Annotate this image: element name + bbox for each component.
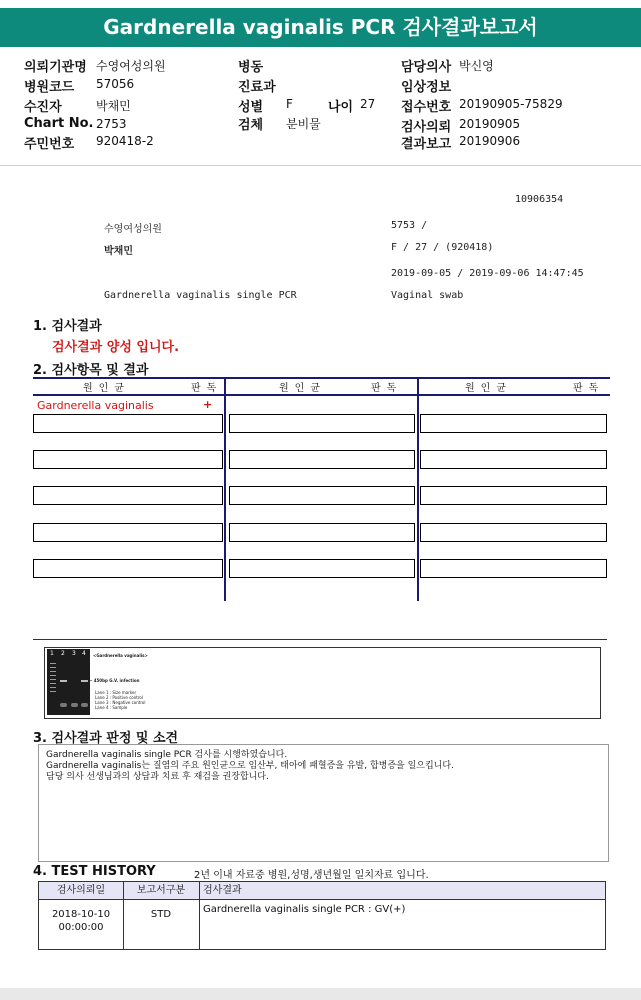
result-cell: [229, 414, 415, 433]
chart-label: Chart No.: [24, 116, 94, 131]
gel-band: [81, 680, 88, 682]
dept-label: 진료과: [238, 80, 276, 95]
gel-band: [60, 680, 67, 682]
result-cell: [420, 414, 607, 433]
detail-sex-age: F / 27 / (920418): [391, 242, 494, 253]
patient-value: 박채민: [96, 99, 131, 113]
gel-primer-band: [60, 703, 67, 707]
gel-lane-label: 2: [61, 650, 65, 657]
finding-line: 담당 의사 선생님과의 상담과 치료 후 재검을 권장합니다.: [46, 772, 269, 782]
history-type: STD: [150, 909, 172, 920]
code-value: 57056: [96, 77, 135, 91]
doctor-value: 박신영: [459, 59, 494, 73]
gel-lane-label: 4: [82, 650, 86, 657]
section-separator: [33, 639, 607, 640]
col-judgment-3: 판독: [573, 383, 605, 394]
results-grid-header: [33, 379, 610, 396]
grid-divider-2: [417, 379, 419, 601]
gel-lane-label: 3: [72, 650, 76, 657]
doctor-label: 담당의사: [401, 60, 452, 75]
finding-line: Gardnerella vaginalis single PCR 검사를 시행하였습니다.: [46, 750, 288, 760]
sex-label: 성별: [238, 100, 264, 115]
history-result: Gardnerella vaginalis single PCR : GV(+): [203, 904, 406, 915]
detail-specimen: Vaginal swab: [391, 290, 464, 301]
chart-value: 2753: [96, 117, 127, 131]
col-organism-3: 원인균: [465, 383, 512, 394]
result-cell: [420, 450, 607, 469]
age-label: 나이: [328, 100, 354, 115]
marker-ladder: [50, 663, 56, 693]
requested-label: 검사의뢰: [401, 120, 452, 135]
detail-chart: 5753 /: [391, 220, 428, 231]
page-footer-band: [0, 988, 641, 1000]
grid-divider-1: [224, 379, 226, 601]
result-cell: [229, 450, 415, 469]
age-value: 27: [360, 97, 376, 111]
gel-primer-band: [81, 703, 88, 707]
history-time: 00:00:00: [58, 922, 104, 933]
reported-value: 20190906: [459, 134, 521, 148]
receipt-value: 20190905-75829: [459, 97, 563, 111]
detail-dates: 2019-09-05 / 2019-09-06 14:47:45: [391, 268, 584, 279]
gel-electrophoresis-image: [47, 649, 90, 715]
report-title: Gardnerella vaginalis PCR 검사결과보고서: [0, 8, 641, 47]
gel-legend-item: Lane 2 : Positive control: [95, 695, 143, 700]
organism-judgment: +: [203, 398, 213, 411]
sex-value: F: [286, 97, 293, 111]
specimen-label: 검체: [238, 118, 264, 133]
gel-panel: [44, 647, 601, 719]
history-col-date: 검사의뢰일: [56, 885, 106, 896]
result-cell: [420, 559, 607, 578]
gel-lane-label: 1: [50, 650, 54, 657]
result-cell: [420, 486, 607, 505]
organism-name: Gardnerella vaginalis: [37, 399, 154, 412]
col-organism-1: 원인균: [83, 383, 130, 394]
receipt-label: 접수번호: [401, 100, 452, 115]
report-header: [0, 47, 641, 166]
section1-title: 1. 검사결과: [33, 319, 102, 334]
result-cell: [33, 486, 223, 505]
ward-label: 병동: [238, 60, 264, 75]
result-cell: [33, 523, 223, 542]
section3-title: 3. 검사결과 판정 및 소견: [33, 731, 179, 746]
findings-box: [38, 744, 609, 862]
col-judgment-2: 판독: [371, 383, 403, 394]
gel-band-label: ← 450bp G.V. infection: [89, 678, 140, 683]
lab-number: 10906354: [515, 194, 564, 205]
history-col-result: 검사결과: [203, 885, 242, 896]
col-organism-2: 원인균: [279, 383, 326, 394]
finding-line: Gardnerella vaginalis는 질염의 주요 원인균으로 임산부, 태아에 패혈증을 유발, 합병증을 일으킵니다.: [46, 761, 454, 771]
result-cell: [229, 486, 415, 505]
history-col-type: 보고서구분: [136, 885, 186, 896]
gel-caption: <Gardnerella vaginalis>: [93, 653, 148, 658]
section2-title: 2. 검사항목 및 결과: [33, 363, 149, 378]
specimen-value: 분비물: [286, 117, 321, 131]
hospital-label: 의뢰기관명: [24, 60, 87, 75]
result-cell: [229, 559, 415, 578]
detail-patient: 박채민: [104, 246, 133, 257]
requested-value: 20190905: [459, 117, 521, 131]
history-note: 2년 이내 자료중 병원,성명,생년월일 일치자료 입니다.: [194, 870, 429, 881]
history-date: 2018-10-10: [51, 909, 111, 920]
hospital-value: 수영여성의원: [96, 59, 166, 73]
id-label: 주민번호: [24, 137, 75, 152]
gel-legend-item: Lane 3 : Negative control: [95, 700, 146, 705]
code-label: 병원코드: [24, 80, 75, 95]
col-judgment-1: 판독: [191, 383, 223, 394]
history-divider: [199, 882, 200, 949]
reported-label: 결과보고: [401, 137, 452, 152]
result-cell: [229, 523, 415, 542]
clinical-label: 임상정보: [401, 80, 452, 95]
id-value: 920418-2: [96, 134, 154, 148]
result-cell: [33, 559, 223, 578]
gel-legend-item: Lane 1 : Size marker: [95, 690, 137, 695]
detail-test-name: Gardnerella vaginalis single PCR: [104, 290, 297, 301]
detail-hospital: 수영여성의원: [104, 224, 162, 235]
result-cell: [33, 450, 223, 469]
result-cell: [33, 414, 223, 433]
gel-primer-band: [71, 703, 78, 707]
history-table: [38, 881, 606, 950]
positive-result: 검사결과 양성 입니다.: [52, 340, 180, 355]
gel-legend-item: Lane 4 : Sample: [95, 705, 128, 710]
section4-title: 4. TEST HISTORY: [33, 864, 156, 879]
result-cell: [420, 523, 607, 542]
patient-label: 수진자: [24, 100, 62, 115]
